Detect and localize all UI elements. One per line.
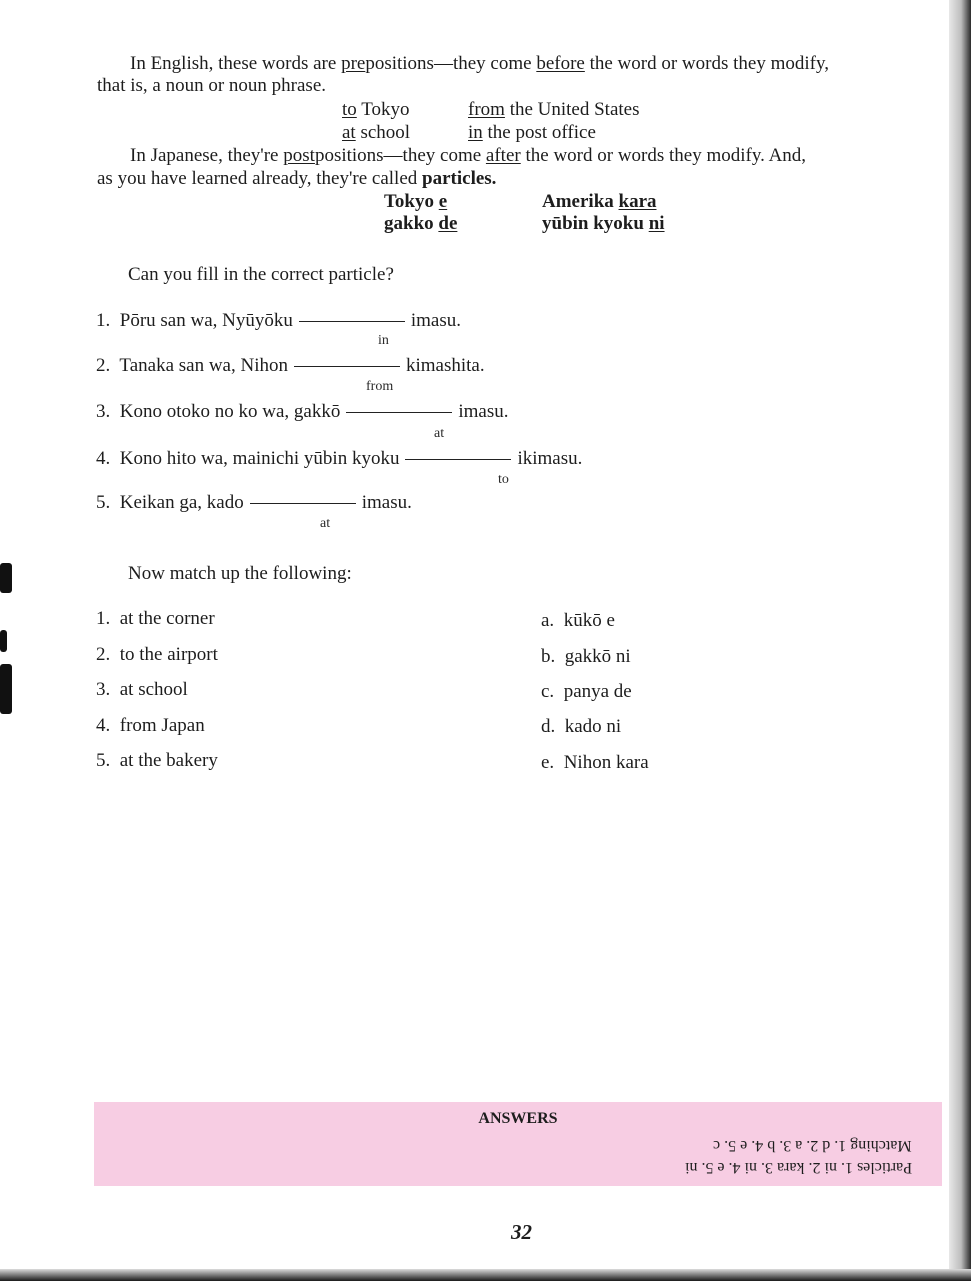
- example-underline: in: [468, 122, 483, 143]
- match-right-item: [541, 752, 649, 774]
- item-text: panya de: [563, 681, 632, 702]
- match-left-item: [96, 644, 218, 666]
- item-text: from Japan: [119, 715, 205, 736]
- item-text: Nihon kara: [563, 752, 649, 773]
- item-letter: e.: [541, 752, 555, 773]
- item-number: 4.: [96, 448, 111, 469]
- item-sentence-start: Kono otoko no ko wa, gakkō: [119, 401, 341, 422]
- item-sentence-end: kimashita.: [405, 355, 485, 376]
- answers-particles-line: [685, 1158, 912, 1176]
- fill-in-item: [96, 492, 412, 514]
- answers-title: ANSWERS: [478, 1110, 558, 1127]
- item-number: 3.: [96, 679, 111, 700]
- item-sentence-start: Keikan ga, kado: [119, 492, 244, 513]
- fill-in-item: [96, 401, 508, 423]
- english-example: [342, 99, 409, 121]
- item-number: 5.: [96, 492, 111, 513]
- particle-hint: at: [434, 426, 445, 441]
- example-text: Amerika: [542, 191, 619, 212]
- example-underline: kara: [618, 191, 657, 212]
- page-bottom-shadow: [0, 1269, 971, 1281]
- underlined-before: before: [536, 53, 585, 74]
- intro-text: the word or words they modify. And,: [520, 145, 807, 166]
- intro-text: positions—they come: [365, 53, 537, 74]
- binding-mark: [0, 630, 7, 652]
- example-underline: from: [468, 99, 505, 120]
- particles-term: particles.: [422, 168, 497, 189]
- example-text: school: [355, 122, 411, 143]
- match-right-item: [541, 716, 621, 738]
- japanese-example: [384, 213, 457, 235]
- intro-text: the word or words they modify,: [584, 53, 829, 74]
- intro-text: as you have learned already, they're called: [97, 168, 423, 189]
- intro-paragraph-1-line-1: [130, 53, 829, 75]
- example-text: Tokyo: [384, 191, 439, 212]
- item-number: 2.: [96, 644, 111, 665]
- japanese-example: [542, 213, 665, 235]
- fill-in-item: [96, 448, 582, 470]
- intro-paragraph-2-line-2: [97, 168, 496, 190]
- item-text: kado ni: [564, 716, 622, 737]
- item-text: kūkō e: [563, 610, 615, 631]
- underlined-pre: pre: [341, 53, 366, 74]
- intro-paragraph-2-line-1: [130, 145, 806, 167]
- match-left-item: [96, 679, 188, 701]
- underlined-post: post: [283, 145, 315, 166]
- match-right-item: [541, 681, 632, 703]
- example-text: the United States: [504, 99, 640, 120]
- item-number: 1.: [96, 608, 111, 629]
- english-example: [342, 122, 410, 144]
- upside-down-text: Particles 1. ni 2. kara 3. ni 4. e 5. ni: [684, 1159, 912, 1176]
- fill-in-item: [96, 310, 461, 332]
- particle-hint: at: [320, 516, 331, 531]
- item-sentence-end: imasu.: [458, 401, 509, 422]
- answers-box: [94, 1102, 942, 1186]
- item-text: at the corner: [119, 608, 215, 629]
- page-edge-shadow: [949, 0, 971, 1281]
- item-text: gakkō ni: [564, 646, 631, 667]
- particle-hint: in: [378, 333, 389, 348]
- binding-mark: [0, 563, 12, 593]
- answers-matching-line: [713, 1136, 912, 1154]
- particle-hint: from: [366, 379, 394, 394]
- match-left-item: [96, 608, 215, 630]
- item-sentence-end: imasu.: [410, 310, 461, 331]
- item-number: 5.: [96, 750, 111, 771]
- example-text: the post office: [482, 122, 596, 143]
- item-sentence-start: Tanaka san wa, Nihon: [119, 355, 288, 376]
- example-underline: e: [438, 191, 448, 212]
- item-sentence-end: ikimasu.: [517, 448, 583, 469]
- item-text: at the bakery: [119, 750, 218, 771]
- english-example: [468, 99, 640, 121]
- example-text: Tokyo: [356, 99, 410, 120]
- example-underline: de: [438, 213, 458, 234]
- fill-in-prompt: Can you fill in the correct particle?: [128, 264, 394, 285]
- intro-text: In Japanese, they're: [130, 145, 284, 166]
- binding-mark: [0, 664, 12, 714]
- item-number: 1.: [96, 310, 111, 331]
- japanese-example: [542, 191, 657, 213]
- particle-hint: to: [498, 472, 509, 487]
- example-underline: to: [342, 99, 357, 120]
- item-sentence-end: imasu.: [361, 492, 412, 513]
- example-text: gakko: [384, 213, 439, 234]
- answer-blank[interactable]: [405, 458, 511, 460]
- match-left-item: [96, 715, 205, 737]
- english-example: [468, 122, 596, 144]
- item-letter: c.: [541, 681, 555, 702]
- intro-text: In English, these words are: [130, 53, 342, 74]
- example-underline: at: [342, 122, 356, 143]
- item-letter: a.: [541, 610, 555, 631]
- answer-blank[interactable]: [294, 365, 400, 367]
- example-text: yūbin kyoku: [542, 213, 649, 234]
- item-letter: d.: [541, 716, 556, 737]
- intro-text: positions—they come: [314, 145, 486, 166]
- item-number: 4.: [96, 715, 111, 736]
- upside-down-text: Matching 1. d 2. a 3. b 4. e 5. c: [713, 1137, 912, 1154]
- japanese-example: [384, 191, 447, 213]
- item-text: at school: [119, 679, 188, 700]
- match-left-item: [96, 750, 218, 772]
- item-sentence-start: Kono hito wa, mainichi yūbin kyoku: [119, 448, 400, 469]
- item-number: 3.: [96, 401, 111, 422]
- intro-paragraph-1-line-2: that is, a noun or noun phrase.: [97, 75, 327, 96]
- match-right-item: [541, 646, 631, 668]
- item-letter: b.: [541, 646, 556, 667]
- fill-in-item: [96, 355, 485, 377]
- match-right-item: [541, 610, 615, 632]
- example-underline: ni: [648, 213, 665, 234]
- answer-blank[interactable]: [346, 411, 452, 413]
- answer-blank[interactable]: [299, 320, 405, 322]
- item-number: 2.: [96, 355, 111, 376]
- underlined-after: after: [485, 145, 521, 166]
- page-number: 32: [511, 1220, 532, 1244]
- answer-blank[interactable]: [250, 502, 356, 504]
- match-prompt: Now match up the following:: [128, 563, 352, 584]
- item-sentence-start: Pōru san wa, Nyūyōku: [119, 310, 293, 331]
- item-text: to the airport: [119, 644, 218, 665]
